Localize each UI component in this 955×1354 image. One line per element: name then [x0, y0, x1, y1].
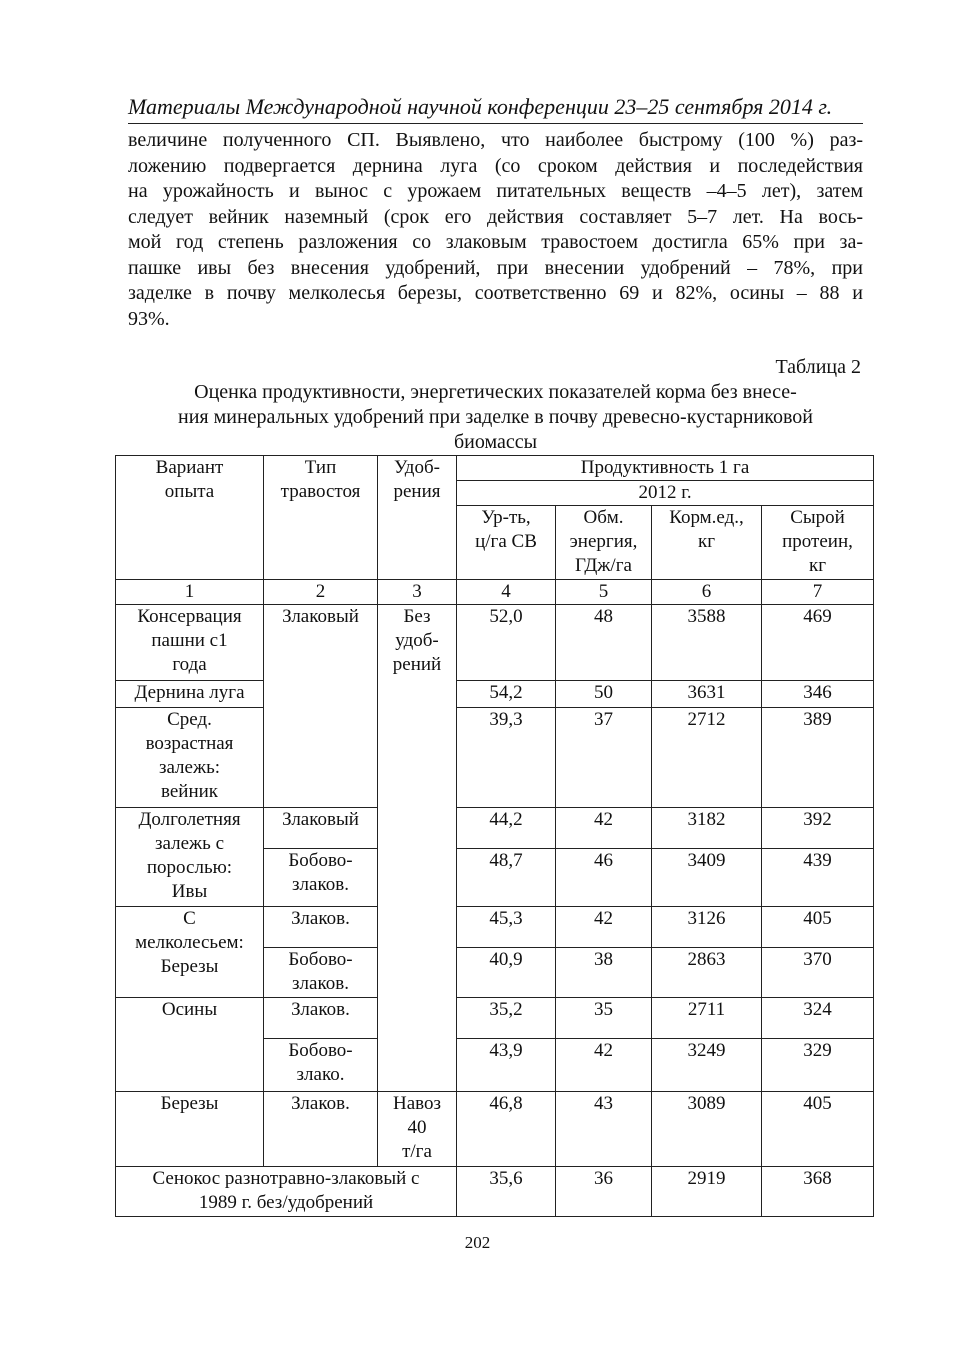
protein-cell: 389: [762, 708, 874, 808]
cell-line: Осины: [161, 999, 218, 1020]
yield-cell: 35,6: [457, 1167, 556, 1217]
feed-cell: 3089: [652, 1092, 762, 1167]
cell-line: пашни с1: [151, 630, 228, 651]
cell-line: мелколесьем:: [135, 932, 244, 953]
cell-line: т/га: [402, 1141, 432, 1162]
col-number: 6: [652, 580, 762, 605]
stand-cell: [264, 1092, 378, 1167]
cell-line: ц/га СВ: [475, 531, 537, 552]
cell-line: Ур-ть,: [481, 507, 531, 528]
energy-cell: 42: [556, 907, 652, 948]
stand-cell: [264, 907, 378, 948]
variant-cell: [116, 708, 264, 808]
header-variant: [116, 456, 264, 580]
table-row: [116, 907, 874, 948]
cell-line: кг: [809, 555, 827, 576]
energy-cell: 50: [556, 681, 652, 708]
header-stand: [264, 456, 378, 580]
yield-cell: 54,2: [457, 681, 556, 708]
cell-line: 1989 г. без/удобрений: [198, 1192, 374, 1213]
col-number: 3: [378, 580, 457, 605]
cell-line: Сред.: [167, 709, 212, 730]
table-number: Таблица 2: [775, 356, 861, 378]
protein-cell: 370: [762, 948, 874, 998]
cell-line: Вариант: [155, 457, 224, 478]
col-number: 5: [556, 580, 652, 605]
yield-cell: 48,7: [457, 849, 556, 907]
cell-line: Тип: [304, 457, 337, 478]
variant-cell: [116, 1167, 457, 1217]
yield-cell: 35,2: [457, 998, 556, 1039]
header-yield: [457, 506, 556, 580]
col-number: 2: [264, 580, 378, 605]
yield-cell: 45,3: [457, 907, 556, 948]
table-caption: [128, 380, 863, 455]
col-number: 4: [457, 580, 556, 605]
stand-cell: [264, 808, 378, 849]
feed-cell: 2919: [652, 1167, 762, 1217]
page-number: 202: [464, 1233, 491, 1252]
cell-line: Обм.: [583, 507, 624, 528]
energy-cell: 46: [556, 849, 652, 907]
body-paragraph: [128, 128, 863, 332]
yield-cell: 43,9: [457, 1039, 556, 1092]
header-protein: [762, 506, 874, 580]
yield-cell: 44,2: [457, 808, 556, 849]
energy-cell: 43: [556, 1092, 652, 1167]
cell-line: Навоз: [392, 1093, 441, 1114]
cell-line: Без: [403, 606, 431, 627]
cell-line: С: [183, 908, 196, 929]
variant-cell: [116, 907, 264, 998]
yield-cell: 46,8: [457, 1092, 556, 1167]
energy-cell: 48: [556, 605, 652, 681]
feed-cell: 3631: [652, 681, 762, 708]
cell-line: Злаковый: [282, 809, 359, 830]
cell-line: Бобово-: [288, 1040, 353, 1061]
feed-cell: 2712: [652, 708, 762, 808]
yield-cell: 52,0: [457, 605, 556, 681]
protein-cell: 324: [762, 998, 874, 1039]
cell-line: Сенокос разнотравно-злаковый с: [152, 1168, 420, 1189]
energy-cell: 35: [556, 998, 652, 1039]
caption-line: Оценка продуктивности, энергетических показателей корма без внесе-: [194, 381, 797, 403]
yield-cell: 39,3: [457, 708, 556, 808]
cell-line: Долголетняя: [138, 809, 241, 830]
stand-cell: [264, 1039, 378, 1092]
protein-cell: 329: [762, 1039, 874, 1092]
variant-cell: [116, 808, 264, 907]
text-line: мой год степень разложения со злаковым травостоем достигла 65% при за-: [128, 231, 863, 253]
cell-line: опыта: [164, 481, 215, 502]
text-line: следует вейник наземный (срок его действия составляет 5–7 лет. На вось-: [128, 205, 863, 228]
feed-cell: 3588: [652, 605, 762, 681]
cell-line: травостоя: [280, 481, 361, 502]
header-productivity: Продуктивность 1 га: [457, 456, 874, 481]
cell-line: ГДж/га: [575, 555, 632, 576]
table-row: [116, 1092, 874, 1167]
cell-line: рения: [393, 481, 441, 502]
cell-line: злаков.: [292, 874, 349, 895]
energy-cell: 36: [556, 1167, 652, 1217]
caption-line: биомассы: [453, 431, 538, 453]
protein-cell: 405: [762, 1092, 874, 1167]
cell-line: Сырой: [790, 507, 845, 528]
variant-cell: [116, 681, 264, 708]
cell-line: Дернина луга: [134, 682, 245, 703]
cell-line: Корм.ед.,: [669, 507, 744, 528]
cell-line: протеин,: [782, 531, 853, 552]
variant-cell: [116, 605, 264, 681]
fert-cell: [378, 1092, 457, 1167]
stand-cell: [264, 605, 378, 808]
data-table: [115, 455, 874, 1217]
text-line: на урожайность и вынос с урожаем питательных веществ –4–5 лет), затем: [128, 180, 863, 202]
protein-cell: 439: [762, 849, 874, 907]
cell-line: Злаков.: [291, 1093, 350, 1114]
feed-cell: 3249: [652, 1039, 762, 1092]
cell-line: Удоб-: [394, 457, 440, 478]
feed-cell: 2863: [652, 948, 762, 998]
cell-line: рений: [392, 654, 442, 675]
header-energy: [556, 506, 652, 580]
cell-line: Бобово-: [288, 949, 353, 970]
text-line: пашке ивы без внесения удобрений, при внесении удобрений – 78%, при: [128, 256, 863, 279]
cell-line: Березы: [160, 1093, 219, 1114]
table-row: [116, 681, 874, 708]
table-row: [116, 605, 874, 681]
cell-line: злако.: [296, 1064, 345, 1085]
cell-line: Консервация: [137, 606, 242, 627]
protein-cell: 405: [762, 907, 874, 948]
cell-line: Злаков.: [291, 999, 350, 1020]
cell-line: Злаков.: [291, 908, 350, 929]
text-line: заделке в почву мелколесья березы, соответственно 69 и 82%, осины – 88 и: [128, 282, 863, 304]
cell-line: Ивы: [171, 881, 208, 902]
col-number: 1: [116, 580, 264, 605]
protein-cell: 346: [762, 681, 874, 708]
table-row: [116, 708, 874, 808]
cell-line: Злаковый: [282, 606, 359, 627]
feed-cell: 2711: [652, 998, 762, 1039]
header-year: 2012 г.: [457, 481, 874, 506]
variant-cell: [116, 998, 264, 1092]
feed-cell: 3126: [652, 907, 762, 948]
cell-line: залежь:: [158, 757, 221, 778]
variant-cell: [116, 1092, 264, 1167]
header-feed-units: [652, 506, 762, 580]
text-line: величине полученного СП. Выявлено, что наиболее быстрому (100 %) раз-: [128, 129, 863, 151]
feed-cell: 3409: [652, 849, 762, 907]
cell-line: возрастная: [145, 733, 234, 754]
cell-line: Березы: [160, 956, 219, 977]
yield-cell: 40,9: [457, 948, 556, 998]
table-row: [116, 808, 874, 849]
stand-cell: [264, 998, 378, 1039]
cell-line: вейник: [160, 781, 219, 802]
table-row: [116, 1167, 874, 1217]
protein-cell: 469: [762, 605, 874, 681]
protein-cell: 368: [762, 1167, 874, 1217]
energy-cell: 37: [556, 708, 652, 808]
cell-line: залежь с: [155, 833, 224, 854]
energy-cell: 42: [556, 1039, 652, 1092]
cell-line: Бобово-: [288, 850, 353, 871]
feed-cell: 3182: [652, 808, 762, 849]
cell-line: энергия,: [569, 531, 638, 552]
energy-cell: 38: [556, 948, 652, 998]
text-line: 93%.: [128, 307, 170, 330]
stand-cell: [264, 948, 378, 998]
running-header: Материалы Международной научной конференции 23–25 сентября 2014 г.: [128, 92, 863, 124]
cell-line: кг: [697, 531, 716, 552]
caption-line: ния минеральных удобрений при заделке в почву древесно-кустарниковой: [178, 406, 813, 428]
col-number: 7: [762, 580, 874, 605]
header-fertilizer: [378, 456, 457, 580]
cell-line: злаков.: [292, 973, 349, 994]
cell-line: года: [172, 654, 207, 675]
stand-cell: [264, 849, 378, 907]
text-line: ложению подвергается дернина луга (со сроком действия и последействия: [128, 154, 863, 177]
cell-line: порослью:: [146, 857, 233, 878]
cell-line: 40: [407, 1117, 427, 1138]
energy-cell: 42: [556, 808, 652, 849]
table-row: [116, 998, 874, 1039]
cell-line: удоб-: [395, 630, 439, 651]
protein-cell: 392: [762, 808, 874, 849]
fert-cell: [378, 605, 457, 1092]
